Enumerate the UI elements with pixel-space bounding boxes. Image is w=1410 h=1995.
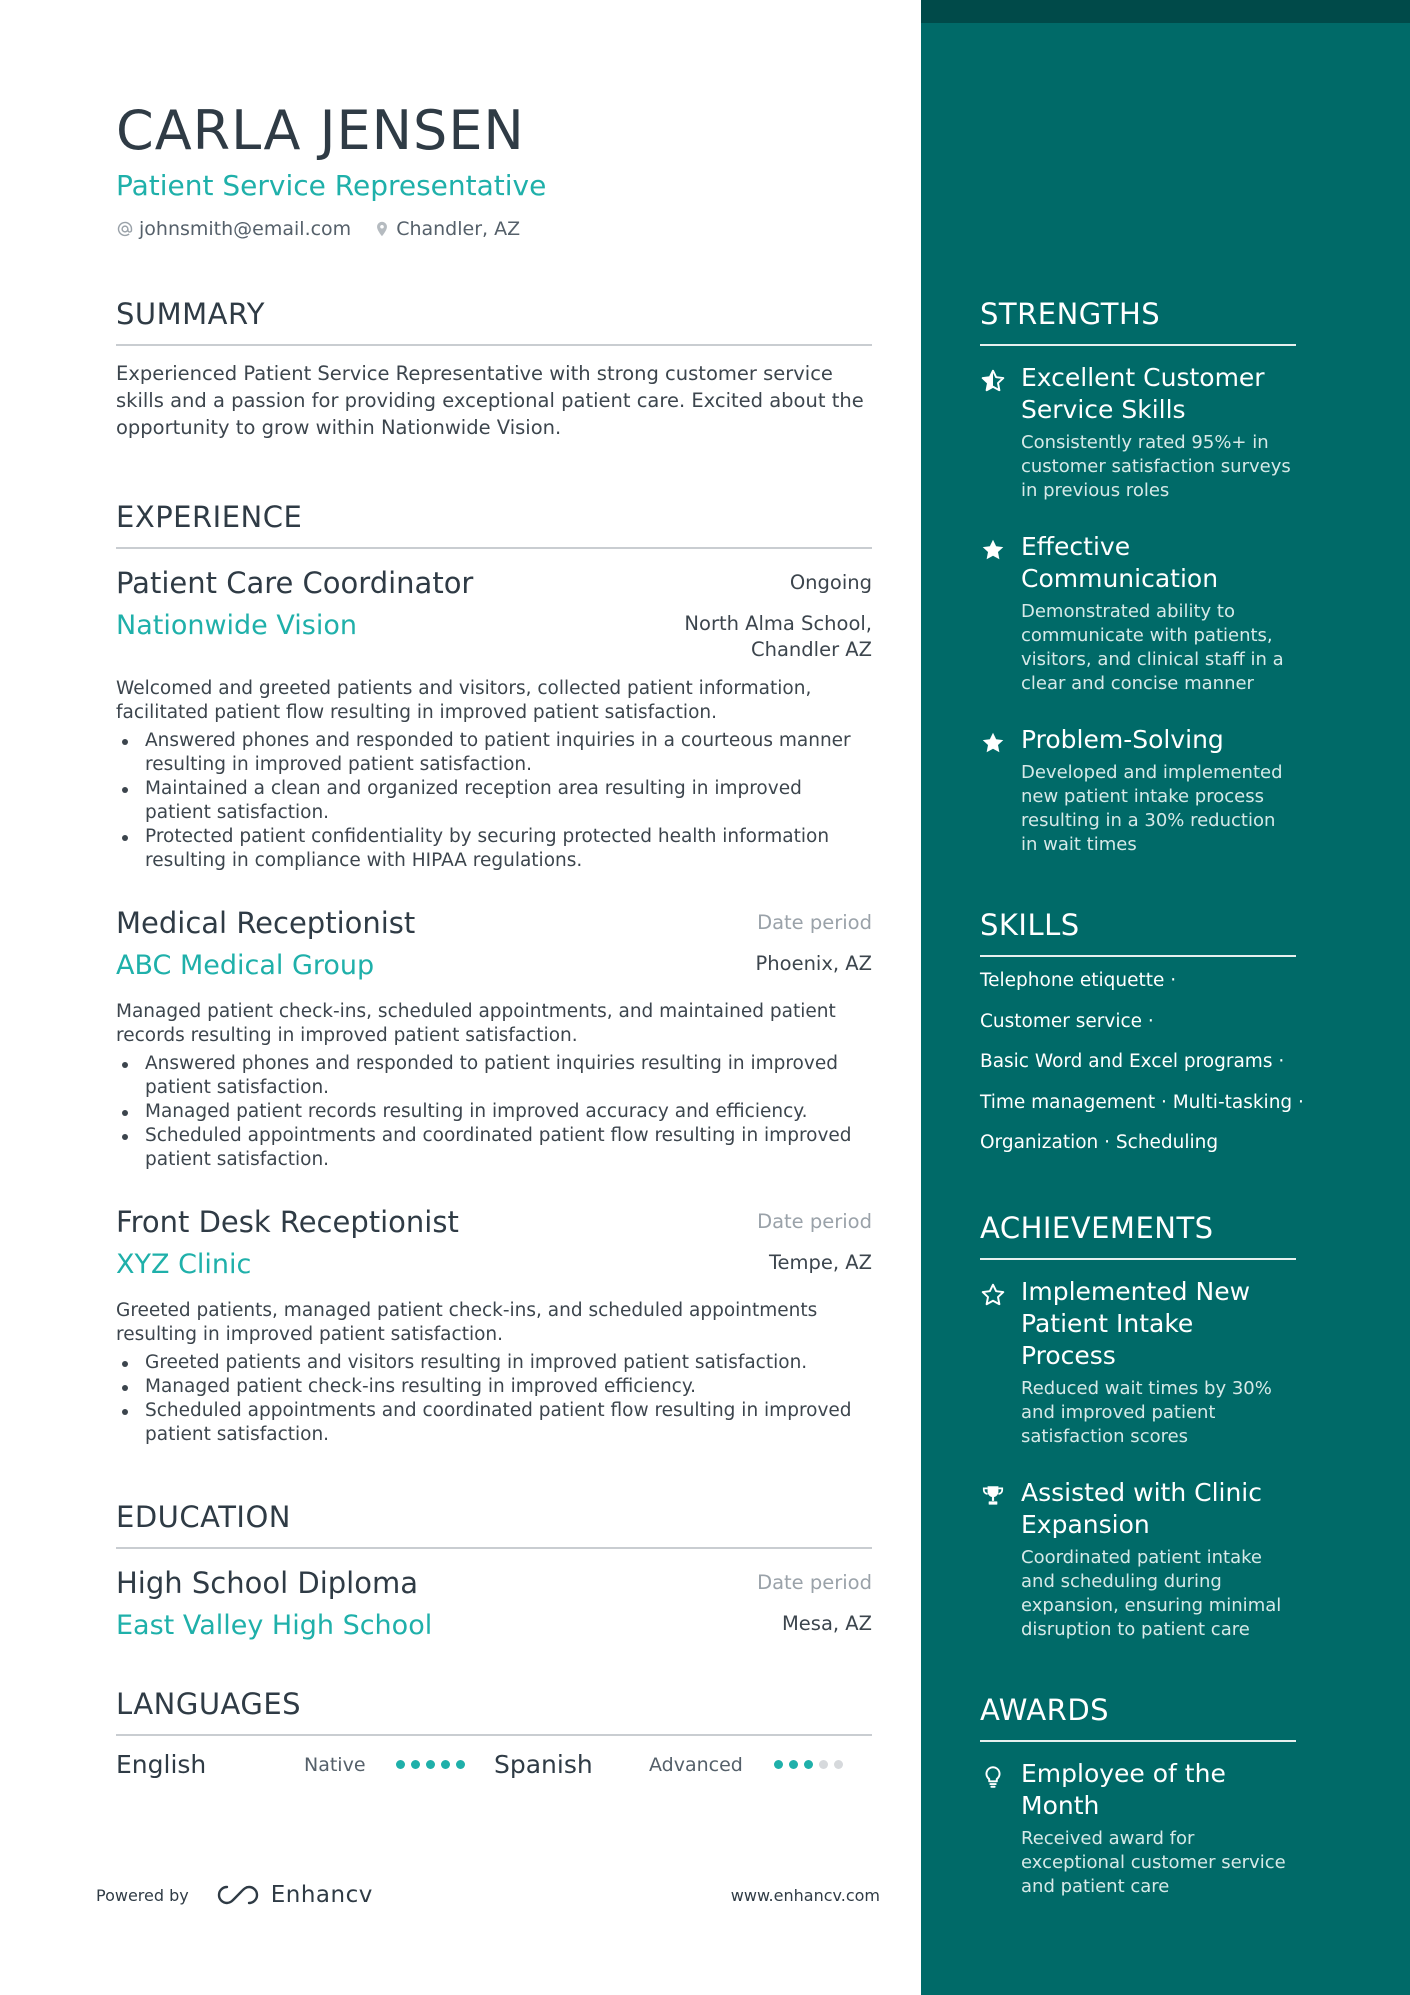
rating-dot-filled xyxy=(456,1760,465,1769)
email-contact[interactable] xyxy=(116,218,351,240)
strength-item xyxy=(980,362,1296,503)
job-title: Front Desk Receptionist xyxy=(116,1205,459,1239)
job-entry xyxy=(116,903,872,1172)
bullet-item: Scheduled appointments and coordinated patient flow resulting in improved patient satisfaction. xyxy=(116,1124,872,1172)
star-outline-icon xyxy=(980,1282,1006,1308)
enhancv-logo-icon xyxy=(215,1883,261,1907)
languages-heading: LANGUAGES xyxy=(116,1686,872,1736)
achievements-section xyxy=(980,1210,1296,1642)
language-rating xyxy=(774,1760,843,1769)
summary-heading: SUMMARY xyxy=(116,296,872,346)
awards-section xyxy=(980,1692,1296,1899)
rating-dot-filled xyxy=(789,1760,798,1769)
company-name: XYZ Clinic xyxy=(116,1249,252,1280)
job-location-line1: North Alma School, xyxy=(684,612,872,635)
strength-item xyxy=(980,531,1296,696)
language-item xyxy=(116,1750,494,1779)
skill-line: Basic Word and Excel programs · xyxy=(980,1051,1285,1072)
trophy-icon xyxy=(980,1483,1006,1509)
bullet-item: Greeted patients and visitors resulting in improved patient satisfaction. xyxy=(116,1351,872,1375)
degree-title: High School Diploma xyxy=(116,1566,418,1600)
job-date: Date period xyxy=(757,1210,872,1233)
language-name: Spanish xyxy=(494,1750,593,1779)
job-description: Managed patient check-ins, scheduled appointments, and maintained patient records resulting in improved patient satisfaction. xyxy=(116,1001,836,1046)
summary-text: Experienced Patient Service Representative with strong customer service skills and a passion for providing exceptional patient care. Excited about the opportunity to grow within Nationwide Vision. xyxy=(116,362,864,439)
rating-dot-filled xyxy=(411,1760,420,1769)
rating-dot-filled xyxy=(396,1760,405,1769)
job-bullets xyxy=(116,1351,872,1447)
job-description: Welcomed and greeted patients and visitors, collected patient information, facilitated patient flow resulting in improved patient satisfaction. xyxy=(116,678,812,723)
skill-line: Customer service · xyxy=(980,1010,1154,1032)
star-half-icon xyxy=(980,368,1006,394)
achievement-text: Coordinated patient intake and scheduling during expansion, ensuring minimal disruption to patient care xyxy=(1021,1547,1282,1640)
skills-section xyxy=(980,907,1304,1155)
strengths-section xyxy=(980,296,1296,857)
company-name: Nationwide Vision xyxy=(116,610,357,641)
job-date: Ongoing xyxy=(789,571,872,594)
job-title: Medical Receptionist xyxy=(116,906,416,940)
skill-line: Organization · Scheduling xyxy=(980,1132,1219,1153)
job-bullets xyxy=(116,729,872,873)
bullet-item: Maintained a clean and organized reception area resulting in improved patient satisfaction. xyxy=(116,777,872,825)
company-name: ABC Medical Group xyxy=(116,950,375,981)
strength-text: Demonstrated ability to communicate with patients, visitors, and clinical staff in a clear and concise manner xyxy=(1021,601,1284,694)
bullet-item: Answered phones and responded to patient inquiries in a courteous manner resulting in improved patient satisfaction. xyxy=(116,729,872,777)
skill-line: Telephone etiquette · xyxy=(980,970,1177,991)
sidebar-top-bar xyxy=(921,0,1410,23)
achievement-text: Reduced wait times by 30% and improved patient satisfaction scores xyxy=(1021,1378,1272,1447)
school-name: East Valley High School xyxy=(116,1610,433,1641)
contact-info xyxy=(116,218,872,240)
bullet-item: Scheduled appointments and coordinated patient flow resulting in improved patient satisfaction. xyxy=(116,1399,872,1447)
bullet-item: Managed patient check-ins resulting in improved efficiency. xyxy=(116,1375,872,1399)
award-item xyxy=(980,1758,1296,1899)
achievement-title: Assisted with Clinic Expansion xyxy=(1021,1478,1262,1539)
job-location-line2: Chandler AZ xyxy=(751,638,872,661)
awards-heading: AWARDS xyxy=(980,1692,1296,1742)
skills-heading: SKILLS xyxy=(980,907,1296,957)
achievements-heading: ACHIEVEMENTS xyxy=(980,1210,1296,1260)
achievement-title: Implemented New Patient Intake Process xyxy=(1021,1277,1251,1370)
job-entry xyxy=(116,563,872,873)
brand-name: Enhancv xyxy=(270,1882,373,1908)
map-pin-icon xyxy=(373,220,391,238)
powered-by-label: Powered by xyxy=(96,1885,189,1905)
education-date: Date period xyxy=(757,1571,872,1594)
location-contact xyxy=(373,218,520,240)
education-heading: EDUCATION xyxy=(116,1499,872,1549)
languages-section xyxy=(116,1686,872,1779)
experience-heading: EXPERIENCE xyxy=(116,499,872,549)
award-text: Received award for exceptional customer service and patient care xyxy=(1021,1828,1286,1897)
achievement-item xyxy=(980,1276,1296,1449)
sidebar xyxy=(921,0,1410,1995)
job-title: Patient Care Coordinator xyxy=(116,566,474,600)
website-link[interactable]: www.enhancv.com xyxy=(730,1885,880,1905)
skills-list xyxy=(980,969,1304,1155)
strength-title: Effective Communication xyxy=(1021,532,1219,593)
rating-dot-empty xyxy=(834,1760,843,1769)
strength-item xyxy=(980,724,1296,857)
achievement-item xyxy=(980,1477,1296,1642)
bullet-item: Protected patient confidentiality by securing protected health information resulting in compliance with HIPAA regulations. xyxy=(116,825,872,873)
sidebar-content xyxy=(980,296,1304,1899)
job-entry xyxy=(116,1202,872,1447)
language-name: English xyxy=(116,1750,207,1779)
language-level: Native xyxy=(304,1753,366,1776)
strength-text: Consistently rated 95%+ in customer satisfaction surveys in previous roles xyxy=(1021,432,1291,501)
language-rating xyxy=(396,1760,465,1769)
rating-dot-filled xyxy=(774,1760,783,1769)
language-item xyxy=(494,1750,872,1779)
experience-section xyxy=(116,499,872,1447)
rating-dot-filled xyxy=(426,1760,435,1769)
award-title: Employee of the Month xyxy=(1021,1759,1226,1820)
strength-title: Excellent Customer Service Skills xyxy=(1021,363,1265,424)
strength-text: Developed and implemented new patient intake process resulting in a 30% reduction in wait times xyxy=(1021,762,1283,855)
rating-dot-empty xyxy=(819,1760,828,1769)
bullet-item: Answered phones and responded to patient inquiries resulting in improved patient satisfaction. xyxy=(116,1052,872,1100)
email-text: johnsmith@email.com xyxy=(139,218,352,240)
job-location xyxy=(684,603,872,663)
job-location: Phoenix, AZ xyxy=(755,952,872,975)
main-column xyxy=(116,96,872,1779)
education-section xyxy=(116,1499,872,1646)
rating-dot-filled xyxy=(441,1760,450,1769)
strength-title: Problem-Solving xyxy=(1021,725,1224,754)
strengths-heading: STRENGTHS xyxy=(980,296,1296,346)
job-date: Date period xyxy=(757,911,872,934)
education-entry xyxy=(116,1563,872,1646)
candidate-name: CARLA JENSEN xyxy=(116,99,525,162)
languages-list xyxy=(116,1750,872,1779)
candidate-title: Patient Service Representative xyxy=(116,169,547,202)
job-bullets xyxy=(116,1052,872,1172)
language-level: Advanced xyxy=(649,1753,743,1776)
job-description: Greeted patients, managed patient check-ins, and scheduled appointments resulting in improved patient satisfaction. xyxy=(116,1300,818,1345)
skill-line: Time management · Multi-tasking · xyxy=(980,1091,1304,1113)
bullet-item: Managed patient records resulting in improved accuracy and efficiency. xyxy=(116,1100,872,1124)
lightbulb-icon xyxy=(980,1764,1006,1790)
footer xyxy=(96,1882,880,1908)
star-icon xyxy=(980,730,1006,756)
star-icon xyxy=(980,537,1006,563)
rating-dot-filled xyxy=(804,1760,813,1769)
job-location: Tempe, AZ xyxy=(768,1251,872,1274)
at-icon xyxy=(116,220,134,238)
school-location: Mesa, AZ xyxy=(781,1612,872,1635)
brand-logo[interactable] xyxy=(215,1882,373,1908)
location-text: Chandler, AZ xyxy=(396,218,521,240)
powered-by xyxy=(96,1882,373,1908)
summary-section xyxy=(116,296,872,441)
